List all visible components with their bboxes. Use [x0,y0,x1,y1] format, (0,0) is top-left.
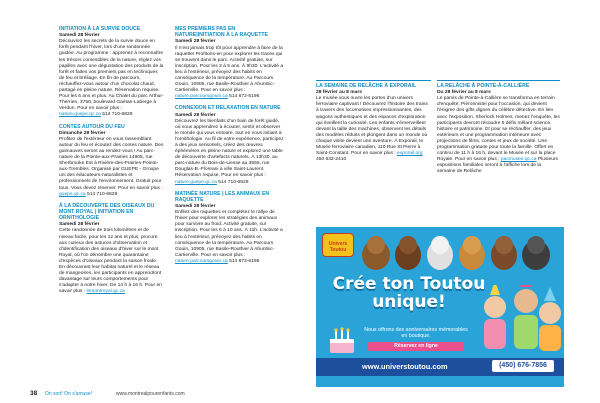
event-description [316,96,431,163]
event-body: Le parvis de Pointe-à-Callière se transforma en terrain d'enquête. Pièronnistel pour l'occasion, qui devient l'énigme des gifts dignes du célèbre détective. En lien avec l'exposition, Sherlock Holmes, menez l'enquête, les participants devront résoudre 5 défis mêlant science, histoire et patrimoine. Et pour se réchauffer, des jeux extérieurs et une programmation intérieure avec projections de films, contes et jeux de société. Une programmation gratuite pour toute la famille. Offert en continu de 11 h à 16 h, devant le Musée et sur la place Royale. Pour en savoir plus : [437,96,560,163]
event-contact: 514 710-6829 [100,112,133,118]
event-link[interactable]: lemontroyal.qc.ca [86,289,125,295]
event-contact: 514 710-6829 [216,179,249,185]
event-body: Découvrez les bienfaits d'un bain de forêt guidé, où vous apprendrez à écouter, sentir et observer le monde qui vous entoure, tout en vous initiant à l'ornithologie. Au fil de votre expérience, participez à des jeux sensoriels, créez des œuvres éphémères en pleine nature et explorez une table de découverte d'artefacts naturels. À 13h30, au parc-nature du Bois-de-Liesse au 3555, rue Douglas-B.-Floreani à ville Saint-Laurent. Réservation requise. Pour en savoir plus : [175,118,284,179]
event-date: 28 février au 8 mars [316,90,362,96]
event-title: À LA DÉCOUVERTE DES OISEAUX DU MONT ROYAL | INITIATION EN ORNITHOLOGIE [59,202,155,222]
event-body: Le musée vous ouvre les portes d'un univers ferroviaire captivant ! Découvrez l'histoire des trains à travers des locomotives impressionnantes, des wagons authentiques et des espaces d'exploration qui éveillent la curiosité. Les enfants s'émerveillent devant la taille des machines, observent les détails des modèles réduits et plongent dans un monde où chaque visite devient une aventure. À Exporail, le Musée ferroviaire canadien, 110 Rue St Pierre à Saint-Constant. Pour en savoir plus : [316,96,428,157]
event-listing [175,26,285,100]
event-body: Découvrez les secrets de la survie douce en forêt pendant l'hiver, lors d'une randonnée guidée. Au programme : apprenez à reconnaître les trésors comestibles de la nature, réglez vos papilles avec une dégustation des produits de la forêt et faites vos premiers pas en techniques de feu et bréliage. En fin de parcours, réchauffez-vous autour d'un chocolat chaud, partagé en pleine nature. Réservation requise. Pour les 6 ans et plus. Au Chalet du parc Arthur-Therrien, 3750, boulevard Gaétan-Laberge à Verdun. Pour en savoir plus : [59,39,164,112]
event-date: Du 28 février au 8 mars [437,90,491,96]
event-link[interactable]: nature.guepe.qc.ca [59,112,101,118]
headline-line-1: Crée ton Toutou [332,274,486,294]
event-link[interactable]: pacmusee.qc.ca [500,157,537,163]
event-link[interactable]: guepe.qc.ca [59,191,86,197]
event-description [59,39,164,118]
event-date: Samedi 28 février [175,112,216,118]
event-description [59,137,164,198]
event-description [59,228,164,295]
column-4 [437,80,560,181]
event-link[interactable]: nature.parcoursgouin.ca [175,258,228,264]
ad-headline [324,275,494,311]
event-contact: Plusieurs expositions familiales seront à l'affiche lors de la semaine de Relâche [437,157,558,175]
ad-url-link[interactable]: www.universtoutou.com [362,362,448,371]
event-listing [175,191,285,265]
event-date: Samedi 28 février [59,222,100,228]
event-title: INITIATION À LA SURVIE DOUCE [59,26,141,32]
event-description [437,96,560,175]
event-title: LA SEMAINE DE RELÂCHE À EXPORAIL [316,80,431,89]
event-body: Il n'est jamais trop tôt pour apprendre à faire de la raquette! Profitons-en pour explorer les traces qui se trouvent dans le parc. Activité gratuite, sur inscription. Pour les 3 à 5 ans. À 9h30. L'activité a lieu à l'extérieur, prévoyez des habits en conséquence de la température. Au Parcours Gouin, 10905, rue Basile-Routhier à Ahuntsic-Cartierville. Pour en savoir plus : [175,45,284,94]
event-date: Samedi 28 février [59,33,100,39]
brand-logo [322,233,354,257]
column-1 [59,26,164,300]
event-body: Cette randonnée de trois kilomètres et de niveau facile, pour les 12 ans et plus, procure aux curieux des astuces d'observation et d'identification des oiseaux d'hiver sur le mont Royal, où l'on dénombre une quarantaine d'espèces d'oiseaux pendant la saison froide. En découvrant leur habitat naturel et le réseau de mangeoires, les participants en apprendront davantage sur leurs comportements pour s'adapter à notre hiver. De 14 h à 16 h. Pour en savoir plus : [59,228,162,295]
event-description [175,210,285,265]
children-photo [476,285,562,357]
plush-toys-image [356,231,556,271]
event-listing [437,80,560,176]
event-contact: 514 710-6829 [85,191,118,197]
event-link[interactable]: exporail.org [397,151,423,157]
event-description [175,46,285,101]
column-3 [316,80,431,168]
column-2 [175,26,285,270]
event-body: Profitez de l'extérieur en vous rassemblant autour du feu et écoutez des contes nature. Des guimauves seront au rendez-vous ! Au parc-nature de la Pointe-aux-Prairies 14905, rue Sherbrooke Est à Rivière-des-Prairies-Pointe-aux-Trembles. Organisé par GUEPE - Groupe uni des éducateurs-naturalistes et professionnels de l'environnement. Gratuit pour tous. Vous devez réserver. Pour en savoir plus : [59,136,164,191]
event-listing [59,124,164,198]
footer-url[interactable]: www.montrealpourenfants.com [116,391,185,397]
event-date: Samedi 28 février [175,204,216,210]
event-description [175,119,285,186]
event-title: CONNEXION ET RELAXATION EN NATURE [175,105,281,112]
event-title: MATINÉE NATURE | LES ANIMAUX EN RAQUETTE [175,190,270,203]
event-listing [316,80,431,163]
event-title: MES PREMIERS PAS EN NATURE|INITIATION À LA RAQUETTE [175,26,268,39]
event-date: Samedi 28 février [175,39,216,45]
event-listing [175,105,285,185]
birthday-cake-icon [326,325,358,355]
ad-phone[interactable]: (450) 676-7856 [492,360,554,372]
page-number: 38 [30,390,38,397]
event-contact: 450 632-2410 [316,157,347,163]
logo-text: Univers Toutou [328,241,348,253]
event-listing [59,203,164,296]
page-footer [30,389,590,399]
advertisement[interactable] [316,227,564,387]
event-link[interactable]: nature.guepe.qc.ca [175,179,217,185]
book-online-button[interactable]: Réservez en ligne [368,342,464,351]
event-date: Dimanche 28 février [59,130,106,136]
footer-brand: On sort! On s'amuse! [45,391,93,397]
event-body: Enfilez des raquettes et complétez le rallye de l'hiver pour explorer les stratégies des animaux pour survivre au froid. Activité gratuite, sur inscription. Pour les 6 à 10 ans. À 11h. L'activité a lieu à l'extérieur, prévoyez des habits en conséquence de la température. Au Parcours Gouin, 10905, rue Basile-Routhier à Ahuntsic-Cartierville. Pour en savoir plus : [175,210,283,258]
event-title: CONTES AUTOUR DU FEU [59,123,125,130]
event-title: LA RELÂCHE À POINTE-À-CALLIÈRE [437,80,560,89]
event-link[interactable]: nature.parcoursgouin.ca [175,94,228,100]
headline-line-2: unique! [372,292,446,312]
ad-description: Nous offrons des anniversaires mémorables en boutique. [364,327,468,340]
event-listing [59,26,164,119]
event-contact: 514 872-6196 [227,94,260,100]
event-contact: 514 872-6196 [227,258,260,264]
